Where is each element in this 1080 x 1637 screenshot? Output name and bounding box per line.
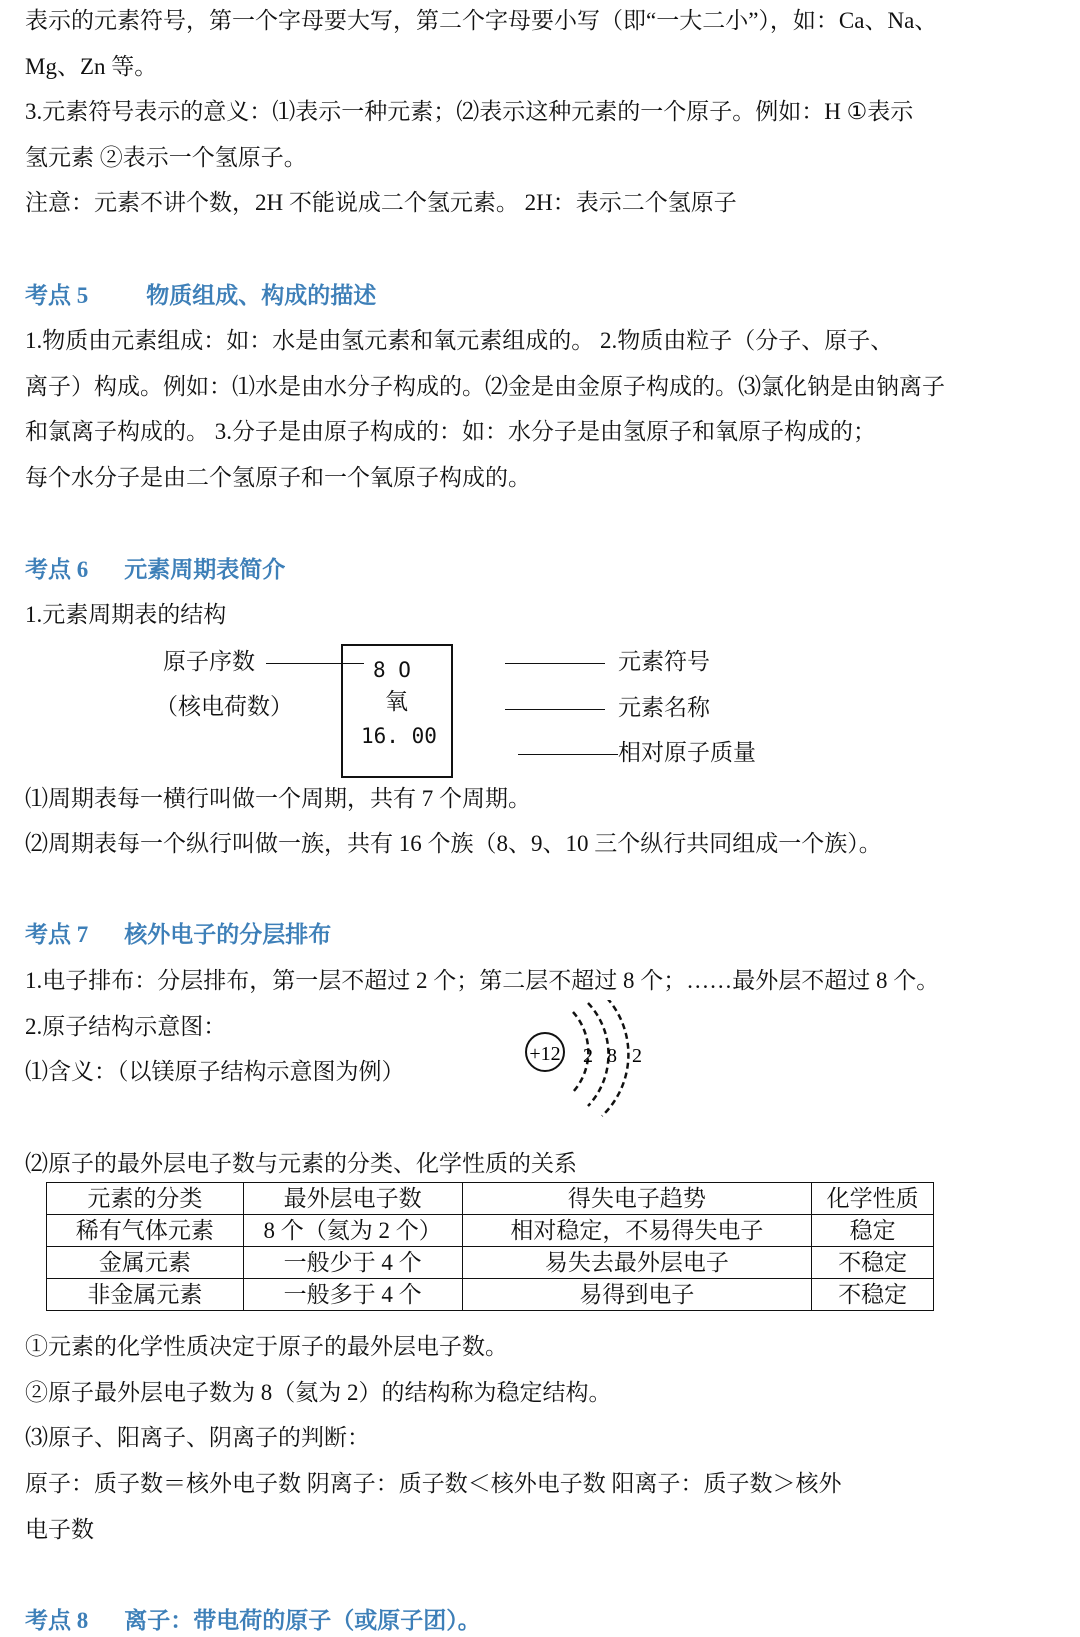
section-title: 物质组成、构成的描述 [146, 283, 377, 308]
table-cell: 非金属元素 [47, 1279, 244, 1311]
table-cell: 易得到电子 [462, 1279, 812, 1311]
table-row [47, 1279, 934, 1311]
table-cell: 不稳定 [812, 1247, 934, 1279]
text-line: ①元素的化学性质决定于原子的最外层电子数。 [25, 1334, 508, 1359]
table-cell: 一般多于 4 个 [243, 1279, 462, 1311]
symbol-label: 元素符号 [618, 649, 710, 674]
table-row [47, 1215, 934, 1247]
section-title: 元素周期表简介 [124, 557, 286, 582]
table-cell: 最外层电子数 [243, 1183, 462, 1215]
shell-electrons: 2 [632, 1045, 642, 1067]
table-row [47, 1247, 934, 1279]
table-cell: 稀有气体元素 [47, 1215, 244, 1247]
section-title: 离子：带电荷的原子（或原子团）。 [124, 1608, 481, 1633]
text-line: 每个水分子是由二个氢原子和一个氧原子构成的。 [25, 465, 531, 490]
cell-name: 氧 [385, 689, 408, 714]
table-cell: 金属元素 [47, 1247, 244, 1279]
atomic-number-label: 原子序数 [163, 649, 255, 674]
element-classification-table [46, 1182, 934, 1311]
table-cell: 易失去最外层电子 [462, 1247, 812, 1279]
text-line: 1.元素周期表的结构 [25, 602, 227, 627]
shell-electrons: 8 [607, 1045, 617, 1067]
section-number: 考点 7 [25, 922, 89, 947]
cell-mass: 16. 00 [361, 724, 437, 748]
text-line: 2.原子结构示意图： [25, 1014, 227, 1039]
text-line: 电子数 [25, 1517, 94, 1542]
name-label: 元素名称 [618, 695, 710, 720]
section-heading-8 [25, 1607, 481, 1635]
text-line: 离子）构成。例如：⑴水是由水分子构成的。⑵金是由金原子构成的。⑶氯化钠是由钠离子 [25, 374, 945, 399]
table-cell: 化学性质 [812, 1183, 934, 1215]
text-line: ②原子最外层电子数为 8（氦为 2）的结构称为稳定结构。 [25, 1380, 612, 1405]
nucleus-charge: +12 [529, 1043, 561, 1065]
text-line: 和氯离子构成的。 3.分子是由原子构成的：如：水分子是由氢原子和氧原子构成的； [25, 419, 876, 444]
text-line: ⑶原子、阳离子、阴离子的判断： [25, 1425, 370, 1450]
text-line: 氢元素 ②表示一个氢原子。 [25, 145, 307, 170]
table-cell: 不稳定 [812, 1279, 934, 1311]
table-cell: 元素的分类 [47, 1183, 244, 1215]
element-cell [341, 644, 453, 778]
text-line: ⑴周期表每一横行叫做一个周期，共有 7 个周期。 [25, 786, 531, 811]
text-line: 注意：元素不讲个数，2H 不能说成二个氢元素。 2H：表示二个氢原子 [25, 190, 737, 215]
section-number: 考点 8 [25, 1608, 89, 1633]
section-number: 考点 5 [25, 283, 89, 308]
shell-electrons: 2 [583, 1045, 593, 1067]
table-cell: 得失电子趋势 [462, 1183, 812, 1215]
table-header-row [47, 1183, 934, 1215]
charge-label: （核电荷数） [155, 694, 293, 719]
section-title: 核外电子的分层排布 [124, 922, 332, 947]
cell-symbol: 8 O [373, 658, 411, 682]
table-cell: 相对稳定，不易得失电子 [462, 1215, 812, 1247]
text-line: 表示的元素符号，第一个字母要大写，第二个字母要小写（即“一大二小”），如：Ca、Na、 [25, 8, 938, 33]
text-line: 3.元素符号表示的意义：⑴表示一种元素；⑵表示这种元素的一个原子。例如：H ①表示 [25, 99, 914, 124]
text-line: 1.电子排布：分层排布，第一层不超过 2 个；第二层不超过 8 个；……最外层不超过 8 个。 [25, 968, 940, 993]
section-heading-6 [25, 556, 285, 584]
section-heading-7 [25, 921, 331, 949]
text-line: ⑵周期表每一个纵行叫做一族，共有 16 个族（8、9、10 三个纵行共同组成一个族）。 [25, 831, 882, 856]
mass-label: 相对原子质量 [618, 740, 756, 765]
section-number: 考点 6 [25, 557, 89, 582]
text-line: ⑴含义：（以镁原子结构示意图为例） [25, 1059, 405, 1084]
text-line: 原子：质子数＝核外电子数 阴离子：质子数＜核外电子数 阳离子：质子数＞核外 [25, 1471, 842, 1496]
table-cell: 一般少于 4 个 [243, 1247, 462, 1279]
text-line: Mg、Zn 等。 [25, 54, 158, 79]
table-cell: 稳定 [812, 1215, 934, 1247]
table-cell: 8 个（氦为 2 个） [243, 1215, 462, 1247]
text-line: ⑵原子的最外层电子数与元素的分类、化学性质的关系 [25, 1151, 577, 1176]
text-line: 1.物质由元素组成：如：水是由氢元素和氧元素组成的。 2.物质由粒子（分子、原子、 [25, 328, 894, 353]
magnesium-atom-diagram [520, 1000, 650, 1120]
section-heading-5 [25, 282, 376, 310]
